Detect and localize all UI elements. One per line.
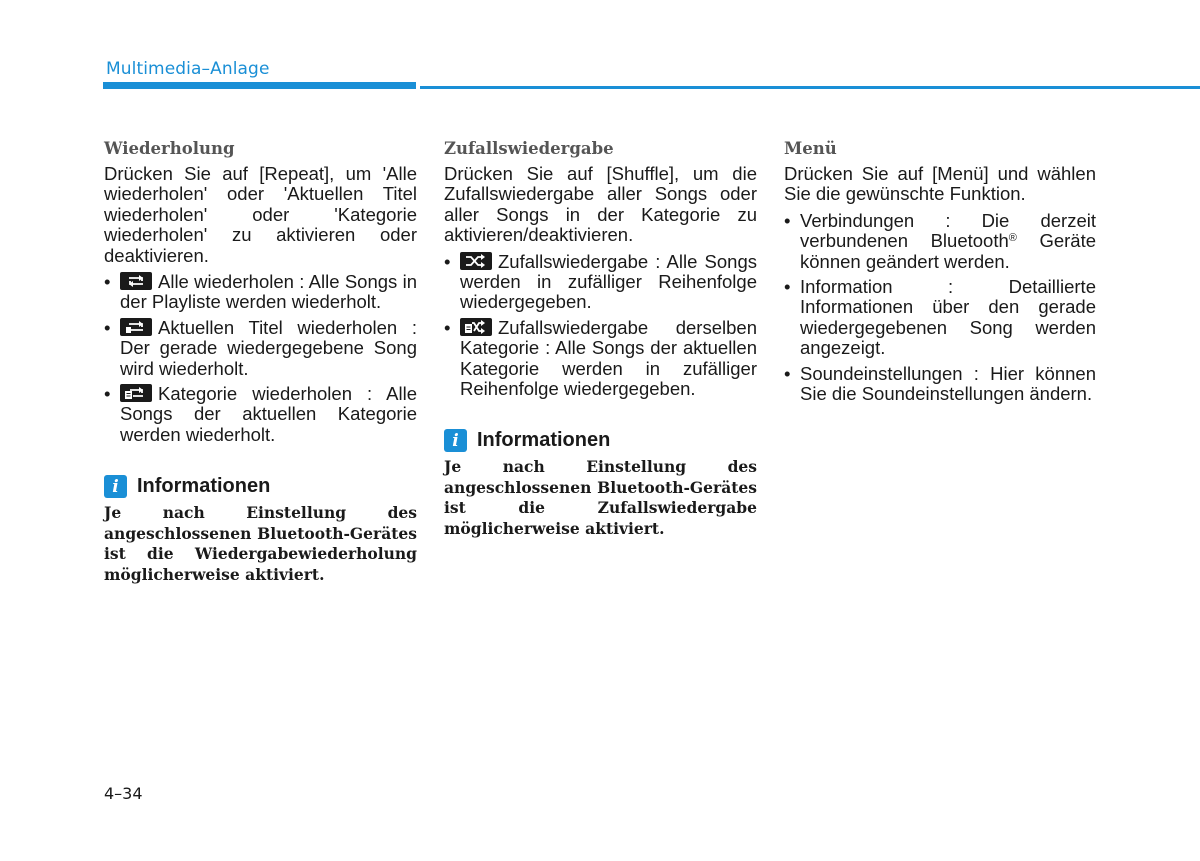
list-item <box>444 252 757 313</box>
header-rule-thin <box>420 86 1200 89</box>
info-title: Informationen <box>477 429 611 452</box>
section-heading: Zufallswiedergabe <box>444 139 614 158</box>
bullet-text: Kategorie wiederholen : Alle Songs der aktuellen Kategorie werden wiederholt. <box>120 383 417 445</box>
repeat-all-icon <box>120 272 152 290</box>
bullet-text: Zufallswiedergabe derselben Kategorie : Alle Songs der aktuellen Kategorie werden in zufälliger Reihenfolge wiedergegeben. <box>460 316 757 400</box>
list-item <box>444 318 757 400</box>
info-box <box>104 475 417 585</box>
bullet-text: Zufallswiedergabe : Alle Songs werden in zufälliger Reihenfolge wiedergegeben. <box>460 250 757 313</box>
bullet-dot: • <box>784 276 791 298</box>
bullet-dot: • <box>444 316 451 338</box>
bullet-dot: • <box>784 362 791 384</box>
info-heading <box>444 429 757 452</box>
bullet-list <box>444 252 757 400</box>
list-item <box>104 384 417 445</box>
section-heading: Wiederholung <box>104 139 235 158</box>
section-intro: Drücken Sie auf [Repeat], um 'Alle wiederholen' oder 'Aktuellen Titel wiederholen' oder 'Kategorie wiederholen' zu aktivieren oder deaktivieren. <box>104 163 417 266</box>
registered-mark: ® <box>1008 232 1017 245</box>
column-menu <box>784 138 1096 409</box>
list-item <box>784 364 1096 405</box>
column-repeat <box>104 138 417 585</box>
bullet-text-cont: Geräte können geändert werden. <box>800 230 1097 272</box>
list-item <box>104 318 417 379</box>
repeat-category-icon <box>120 384 152 402</box>
shuffle-category-icon <box>460 318 492 336</box>
section-intro: Drücken Sie auf [Menü] und wählen Sie die gewünschte Funktion. <box>784 163 1096 205</box>
info-heading <box>104 475 417 498</box>
bullet-text: Verbindungen : Die derzeit verbundenen Bluetooth <box>800 209 1096 252</box>
info-icon: i <box>444 429 467 452</box>
bullet-dot: • <box>444 250 451 272</box>
bullet-dot: • <box>104 271 111 293</box>
info-text: Je nach Einstellung des angeschlossenen Bluetooth-Gerätes ist die Wiedergabewiederholung möglicherweise aktiviert. <box>104 503 417 584</box>
list-item <box>104 272 417 313</box>
section-heading: Menü <box>784 139 837 158</box>
list-item <box>784 277 1096 359</box>
bullet-text: Aktuellen Titel wiederholen : Der gerade wiedergegebene Song wird wiederholt. <box>120 316 417 379</box>
bullet-text: Alle wiederholen : Alle Songs in der Playliste werden wiederholt. <box>120 271 417 313</box>
list-item <box>784 211 1096 272</box>
bullet-text: Soundeinstellungen : Hier können Sie die Soundeinstellungen ändern. <box>800 362 1096 405</box>
section-intro: Drücken Sie auf [Shuffle], um die Zufallswiedergabe aller Songs oder aller Songs in der Kategorie zu aktivieren/deaktivieren. <box>444 163 757 246</box>
bullet-list <box>104 272 417 445</box>
info-icon: i <box>104 475 127 498</box>
page-number: 4–34 <box>104 784 143 803</box>
bullet-text: Information : Detaillierte Informationen über den gerade wiedergegebenen Song werden angezeigt. <box>800 276 1096 359</box>
info-title: Informationen <box>137 475 271 498</box>
section-header-title: Multimedia–Anlage <box>106 59 270 79</box>
info-text: Je nach Einstellung des angeschlossenen Bluetooth-Gerätes ist die Zufallswiedergabe möglicherweise aktiviert. <box>444 457 757 538</box>
header-rule-thick <box>103 82 416 89</box>
shuffle-icon <box>460 252 492 270</box>
bullet-list <box>784 211 1096 405</box>
info-box <box>444 429 757 539</box>
bullet-dot: • <box>784 209 791 231</box>
column-shuffle <box>444 138 757 539</box>
repeat-one-icon <box>120 318 152 336</box>
bullet-dot: • <box>104 383 111 405</box>
bullet-dot: • <box>104 316 111 338</box>
